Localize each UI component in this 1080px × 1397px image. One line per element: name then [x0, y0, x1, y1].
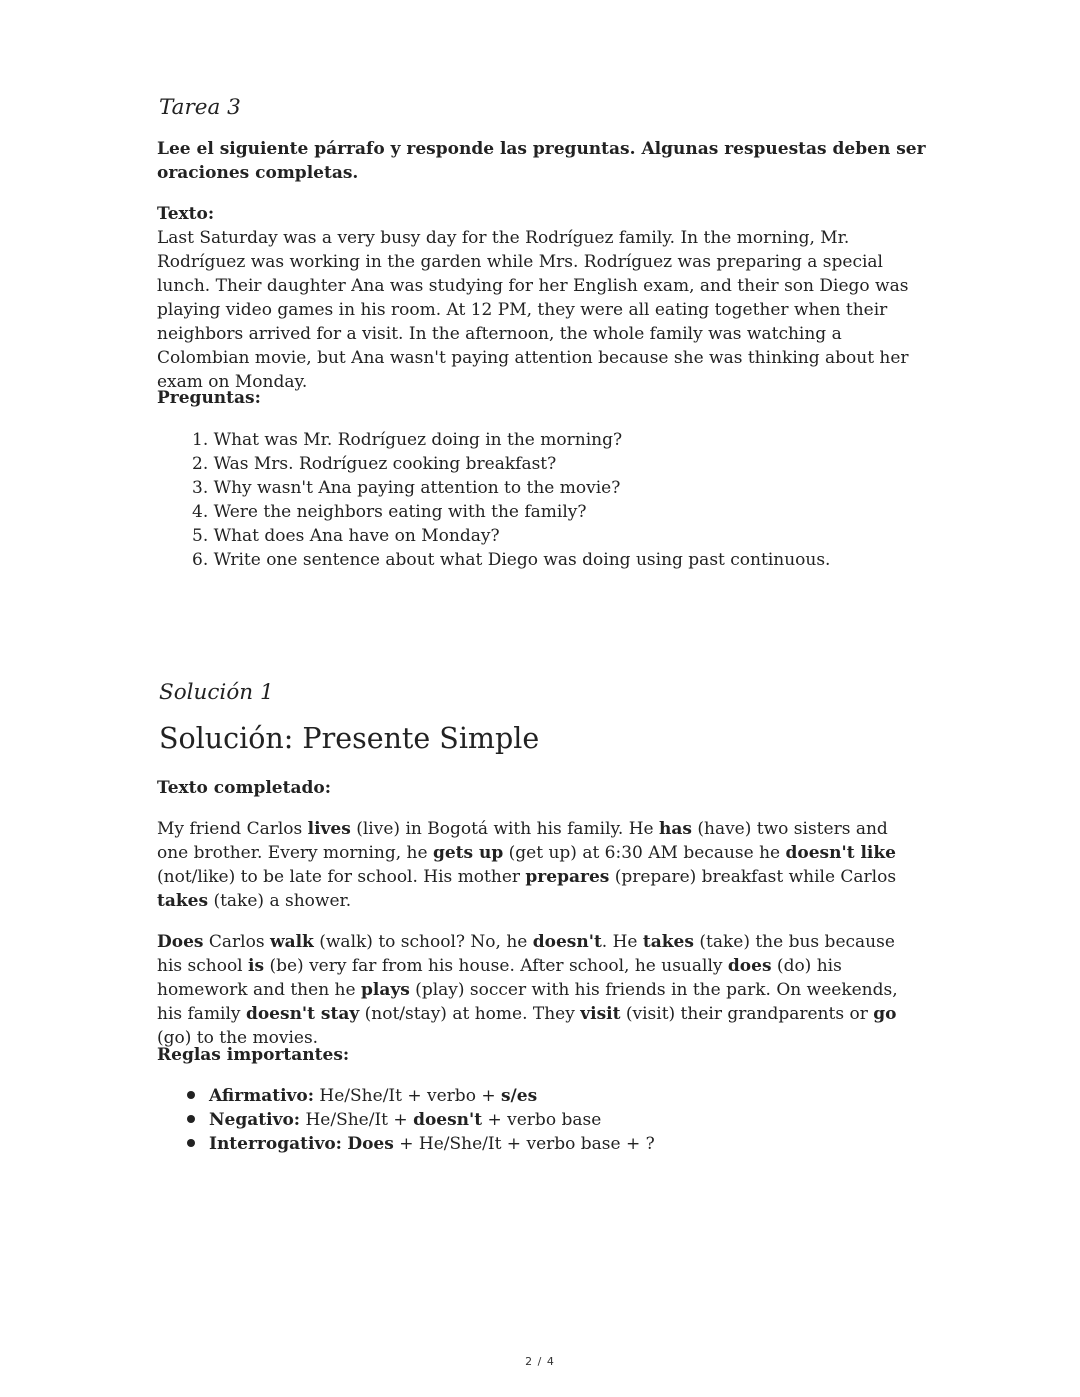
solucion-title: Solución: Presente Simple [159, 722, 540, 755]
preguntas-list [192, 428, 830, 572]
texto-label: Texto: [157, 204, 215, 224]
page-number: 2 / 4 [525, 1355, 555, 1368]
reglas-list [187, 1084, 655, 1156]
list-item: 6. Write one sentence about what Diego was doing using past continuous. [192, 550, 831, 570]
list-item: Negativo: He/She/It + doesn't + verbo base [187, 1108, 655, 1132]
list-item: Afirmativo: He/She/It + verbo + s/es [187, 1084, 655, 1108]
texto-completado-label: Texto completado: [157, 778, 331, 798]
list-item: Interrogativo: Does + He/She/It + verbo base + ? [187, 1132, 655, 1156]
preguntas-label: Preguntas: [157, 388, 261, 408]
tarea-instructions: Lee el siguiente párrafo y responde las preguntas. Algunas respuestas deben ser oraciones completas. [157, 139, 926, 183]
list-item: 3. Why wasn't Ana paying attention to the movie? [192, 478, 621, 498]
bullet-icon [187, 1115, 195, 1123]
list-item: 1. What was Mr. Rodríguez doing in the morning? [192, 430, 623, 450]
solucion-paragraph-2: Does Carlos walk (walk) to school? No, he doesn't. He takes (take) the bus because his school is (be) very far from his house. After school, he usually does (do) his homework and then he plays (play) soccer with his friends in the park. On weekends, his family doesn't stay (not/stay) at home. They visit (visit) their grandparents or go (go) to the movies. [157, 932, 898, 1048]
reglas-label: Reglas importantes: [157, 1045, 350, 1065]
bullet-icon [187, 1139, 195, 1147]
texto-paragraph: Last Saturday was a very busy day for the Rodríguez family. In the morning, Mr. Rodríguez was working in the garden while Mrs. Rodríguez was preparing a special lunch. Their daughter Ana was studying for her English exam, and their son Diego was playing video games in his room. At 12 PM, they were all eating together when their neighbors arrived for a visit. In the afternoon, the whole family was watching a Colombian movie, but Ana wasn't paying attention because she was thinking about her exam on Monday. [157, 228, 909, 392]
solucion-heading: Solución 1 [159, 680, 274, 705]
list-item: 5. What does Ana have on Monday? [192, 526, 500, 546]
tarea-heading: Tarea 3 [159, 95, 241, 120]
list-item: 4. Were the neighbors eating with the family? [192, 502, 587, 522]
solucion-paragraph-1: My friend Carlos lives (live) in Bogotá with his family. He has (have) two sisters and one brother. Every morning, he gets up (get up) at 6:30 AM because he doesn't like (not/like) to be late for school. His mother prepares (prepare) breakfast while Carlos takes (take) a shower. [157, 819, 897, 911]
list-item: 2. Was Mrs. Rodríguez cooking breakfast? [192, 454, 557, 474]
bullet-icon [187, 1091, 195, 1099]
